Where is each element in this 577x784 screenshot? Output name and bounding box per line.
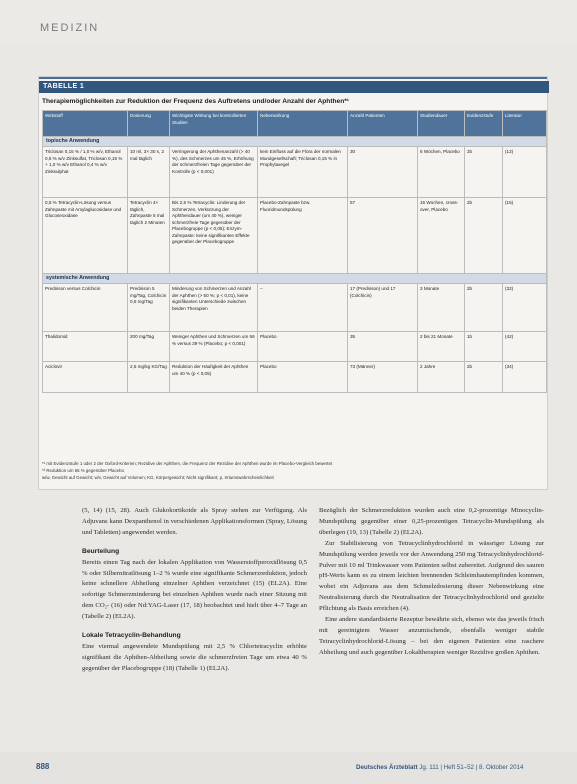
- paragraph: Bezüglich der Schmerzreduktion wurden auch eine 0,2-prozentige Minocyclin-Mundspülung gegenüber einer 0,25-prozentigen Tetracyclin-Mundspülung als überlegen (19, 13) (Tabelle 2) (EL2A).: [319, 507, 544, 536]
- therapy-table: [42, 110, 547, 393]
- table-cell: 3 Monate: [418, 284, 465, 332]
- table-row: [43, 362, 547, 393]
- table-footnote: w/w, Gewicht auf Gewicht; w/v, Gewicht auf Volumen; KG, Körpergewicht; Nicht signifikant; p, Irrtumswahrscheinlichkeit: [42, 475, 274, 480]
- table-footnote: *² Reduktion um 65 % gegenüber Placebo: [42, 468, 125, 473]
- table-cell: 1b: [465, 332, 503, 362]
- table-cell: 16 Wochen, cross-over, Placebo: [418, 198, 465, 274]
- section-label: MEDIZIN: [40, 22, 100, 34]
- header-cell: Anzahl Patienten: [348, 111, 418, 137]
- table-cell: 2b: [465, 147, 503, 198]
- section-row: [43, 137, 547, 147]
- table-cell: (34): [503, 362, 547, 393]
- table-cell: Placebo: [258, 362, 348, 393]
- table-cell: 2b: [465, 284, 503, 332]
- subheading: Lokale Tetracyclin-Behandlung: [82, 632, 181, 640]
- table-cell: (15): [503, 198, 547, 274]
- header-cell: Literatur: [503, 111, 547, 137]
- header-cell: Wichtigste Wirkung bei kontrollierten Studien: [170, 111, 258, 137]
- journal-issue: Jg. 111 | Heft 51–52 | 8. Oktober 2014: [419, 764, 524, 771]
- section-row: [43, 274, 547, 284]
- text-column-left: [82, 506, 307, 675]
- table-row: [43, 332, 547, 362]
- table-cell: (12): [503, 147, 547, 198]
- table-cell: Bis 2,5 % Tetracyclin: Linderung der Schmerzen, Verkürzung der Aphthendauer (um 40 %), weniger schmerzfreie Tage gegenüber der Placebogruppe (p < 0,05); Enzym-Zahnpaste: keine signifikanten Effekte gegenüber der Placebogruppe: [170, 198, 258, 274]
- table-cell: (42): [503, 332, 547, 362]
- header-band: [0, 0, 577, 42]
- paragraph: Bereits einen Tag nach der lokalen Applikation von Wasserstoffperoxidlösung 0,5 % oder Silbernitratlösung 1–2 % wurde eine signifikante Schmerzreduktion, jedoch keine schnellere Abheilung einzelner Aphthen verzeichnet (15) (EL2A). Eine sofortige Schmerzminderung bei einzelnen Aphthen wurde nach einer Sitzung mit dem CO₂- (16) oder Nd:YAG-Laser (17, 18) beobachtet und hielt über 4–7 Tage an (Tabelle 2) (EL2A).: [82, 558, 307, 621]
- table-cell: 57: [348, 198, 418, 274]
- table-row: [43, 284, 547, 332]
- table-box: [38, 76, 548, 490]
- table-cell: Minderung von Schmerzen und Anzahl der Aphthen (> 50 %; p < 0,01), keine signifikanten Unterschiede zwischen beiden Therapien: [170, 284, 258, 332]
- table-title: Therapiemöglichkeiten zur Reduktion der Frequenz des Auftretens und/oder Anzahl der Aphthen*¹: [42, 98, 350, 105]
- page-number: 888: [36, 762, 50, 771]
- header-cell: Nebenwirkung: [258, 111, 348, 137]
- table-cell: 2b: [465, 198, 503, 274]
- table-cell: Prednison 5 mg/Tag, Colchicin 0,5 mg/Tag: [128, 284, 170, 332]
- table-cell: Verringerung der Aphthenanzahl (> 40 %), des Schmerzes um 45 %, Erhöhung der schmerzfreien Tage gegenüber der Kontrolle (p < 0,001): [170, 147, 258, 198]
- table-cell: Placebo: [258, 332, 348, 362]
- table-cell: Tetracyclin 4× täglich, Zahnpaste 5 mal täglich 2 Minuten: [128, 198, 170, 274]
- table-cell: 2 Jahre: [418, 362, 465, 393]
- table-cell: kein Einfluss auf die Flora der normalen Mundgesellschaft; Triclosan 0,15 % in Prophylaxegel: [258, 147, 348, 198]
- paragraph: (5, 14) (15, 28). Auch Glukokortikoide als Spray stehen zur Verfügung. Als Adjuvans kann Dexpanthenol in verschiedenen Applikationsformen (Spray, Lösung und Tabletten) angewendet werden.: [82, 507, 307, 536]
- table-cell: (32): [503, 284, 547, 332]
- table-footnote: *¹ mit Evidenzstufe 1 oder 2 der Oxford-Kriterien; Rezidive der Aphthen, die Frequenz der Rezidive der Aphthen wurde im Placebo-Vergleich bewertet: [42, 461, 333, 466]
- table-cell: Weniger Aphthen und Schmerzen um 56 % versus 39 % (Placebo; p < 0,001): [170, 332, 258, 362]
- section-title: systemische Anwendung: [43, 274, 547, 284]
- table-cell: 10 ml, 3× 30 s, 2 mal täglich: [128, 147, 170, 198]
- table-cell: 6 Wochen, Placebo: [418, 147, 465, 198]
- table-cell: 30: [348, 147, 418, 198]
- table-label: TABELLE 1: [39, 81, 549, 93]
- header-cell: Evidenzstufe: [465, 111, 503, 137]
- table-cell: Prednison versus Colchicin: [43, 284, 128, 332]
- table-header-row: [43, 111, 547, 137]
- paragraph: Eine viermal angewendete Mundspülung mit 2,5 % Chlortetracyclin erhöhte signifikant die Aphthen-Abheilung sowie die schmerzfreien Tage um etwa 40 % gegenüber der Placebogruppe (18) (Tabelle 1) (EL2A).: [82, 642, 307, 672]
- subheading: Beurteilung: [82, 547, 120, 555]
- table-cell: 0,5 % Tetracyclin-Lösung versus Zahnpaste mit Amylaglucosidase und Glucoseoxidase: [43, 198, 128, 274]
- table-cell: 2,5 mg/kg KG/Tag: [128, 362, 170, 393]
- table-top-rule: [39, 77, 547, 79]
- article-body: [82, 506, 544, 746]
- table-cell: Reduktion der Häufigkeit der Aphthen um 40 % (p < 0,05): [170, 362, 258, 393]
- table-cell: 35: [348, 332, 418, 362]
- paragraph: Eine andere standardisierte Rezeptur bewährte sich, ebenso wie das jeweils frisch mit gereinigtem Wasser anzumischende, ebenfalls weniger stabile Tetracyclinhydrochlorid-Lösung – bei den eigenen Patienten eine raschere Abheilung und auch gegenüber Lokaltherapien weniger Rezidive großen Aphthen.: [319, 616, 544, 656]
- table-cell: 200 mg/Tag: [128, 332, 170, 362]
- section-title: topische Anwendung: [43, 137, 547, 147]
- table-cell: 17 (Prednison) und 17 (Colchicin): [348, 284, 418, 332]
- table-cell: 2 bis 21 Monate: [418, 332, 465, 362]
- table-row: [43, 198, 547, 274]
- table-cell: 73 (Männer): [348, 362, 418, 393]
- journal-name: Deutsches Ärzteblatt: [356, 764, 418, 771]
- table-cell: Triclosan 0,15 % / 1,0 % w/v, Ethanol 0,5 % w/v Zinksulfat, Triclosan 0,15 % + 1,0 % w/v Ethanol 0,4 % w/v Zinksulphat: [43, 147, 128, 198]
- header-cell: Studiendauer: [418, 111, 465, 137]
- table-cell: Thalidomid: [43, 332, 128, 362]
- text-column-right: [319, 506, 544, 659]
- table-cell: Placebo-Zahnpaste bzw. Fluoridmundspülung: [258, 198, 348, 274]
- table-cell: 2b: [465, 362, 503, 393]
- header-cell: Dosierung: [128, 111, 170, 137]
- table-cell: Aciclovir: [43, 362, 128, 393]
- table-row: [43, 147, 547, 198]
- header-cell: Wirkstoff: [43, 111, 128, 137]
- paragraph: Zur Stabilisierung von Tetracyclinhydrochlorid in wässriger Lösung zur Mundspülung werden jeweils vor der Anwendung 250 mg Tetracyclinhydrochlorid-Pulver mit 10 ml Trinkwasser vom Patienten selbst zubereitet. Aufgrund des sauren pH-Werts kann es zu einem leichten brennenden Schleimhautempfinden kommen, wobei ein Adjuvans aus dem Schmelzdosierung dieser Nebenwirkung eine Neutralisierung durch die Neutralisation der Tetracyclinhydrochlorid und gezielte Pflichtung als Basis erreichen (4).: [319, 539, 544, 613]
- journal-reference: [356, 764, 523, 771]
- table-cell: –: [258, 284, 348, 332]
